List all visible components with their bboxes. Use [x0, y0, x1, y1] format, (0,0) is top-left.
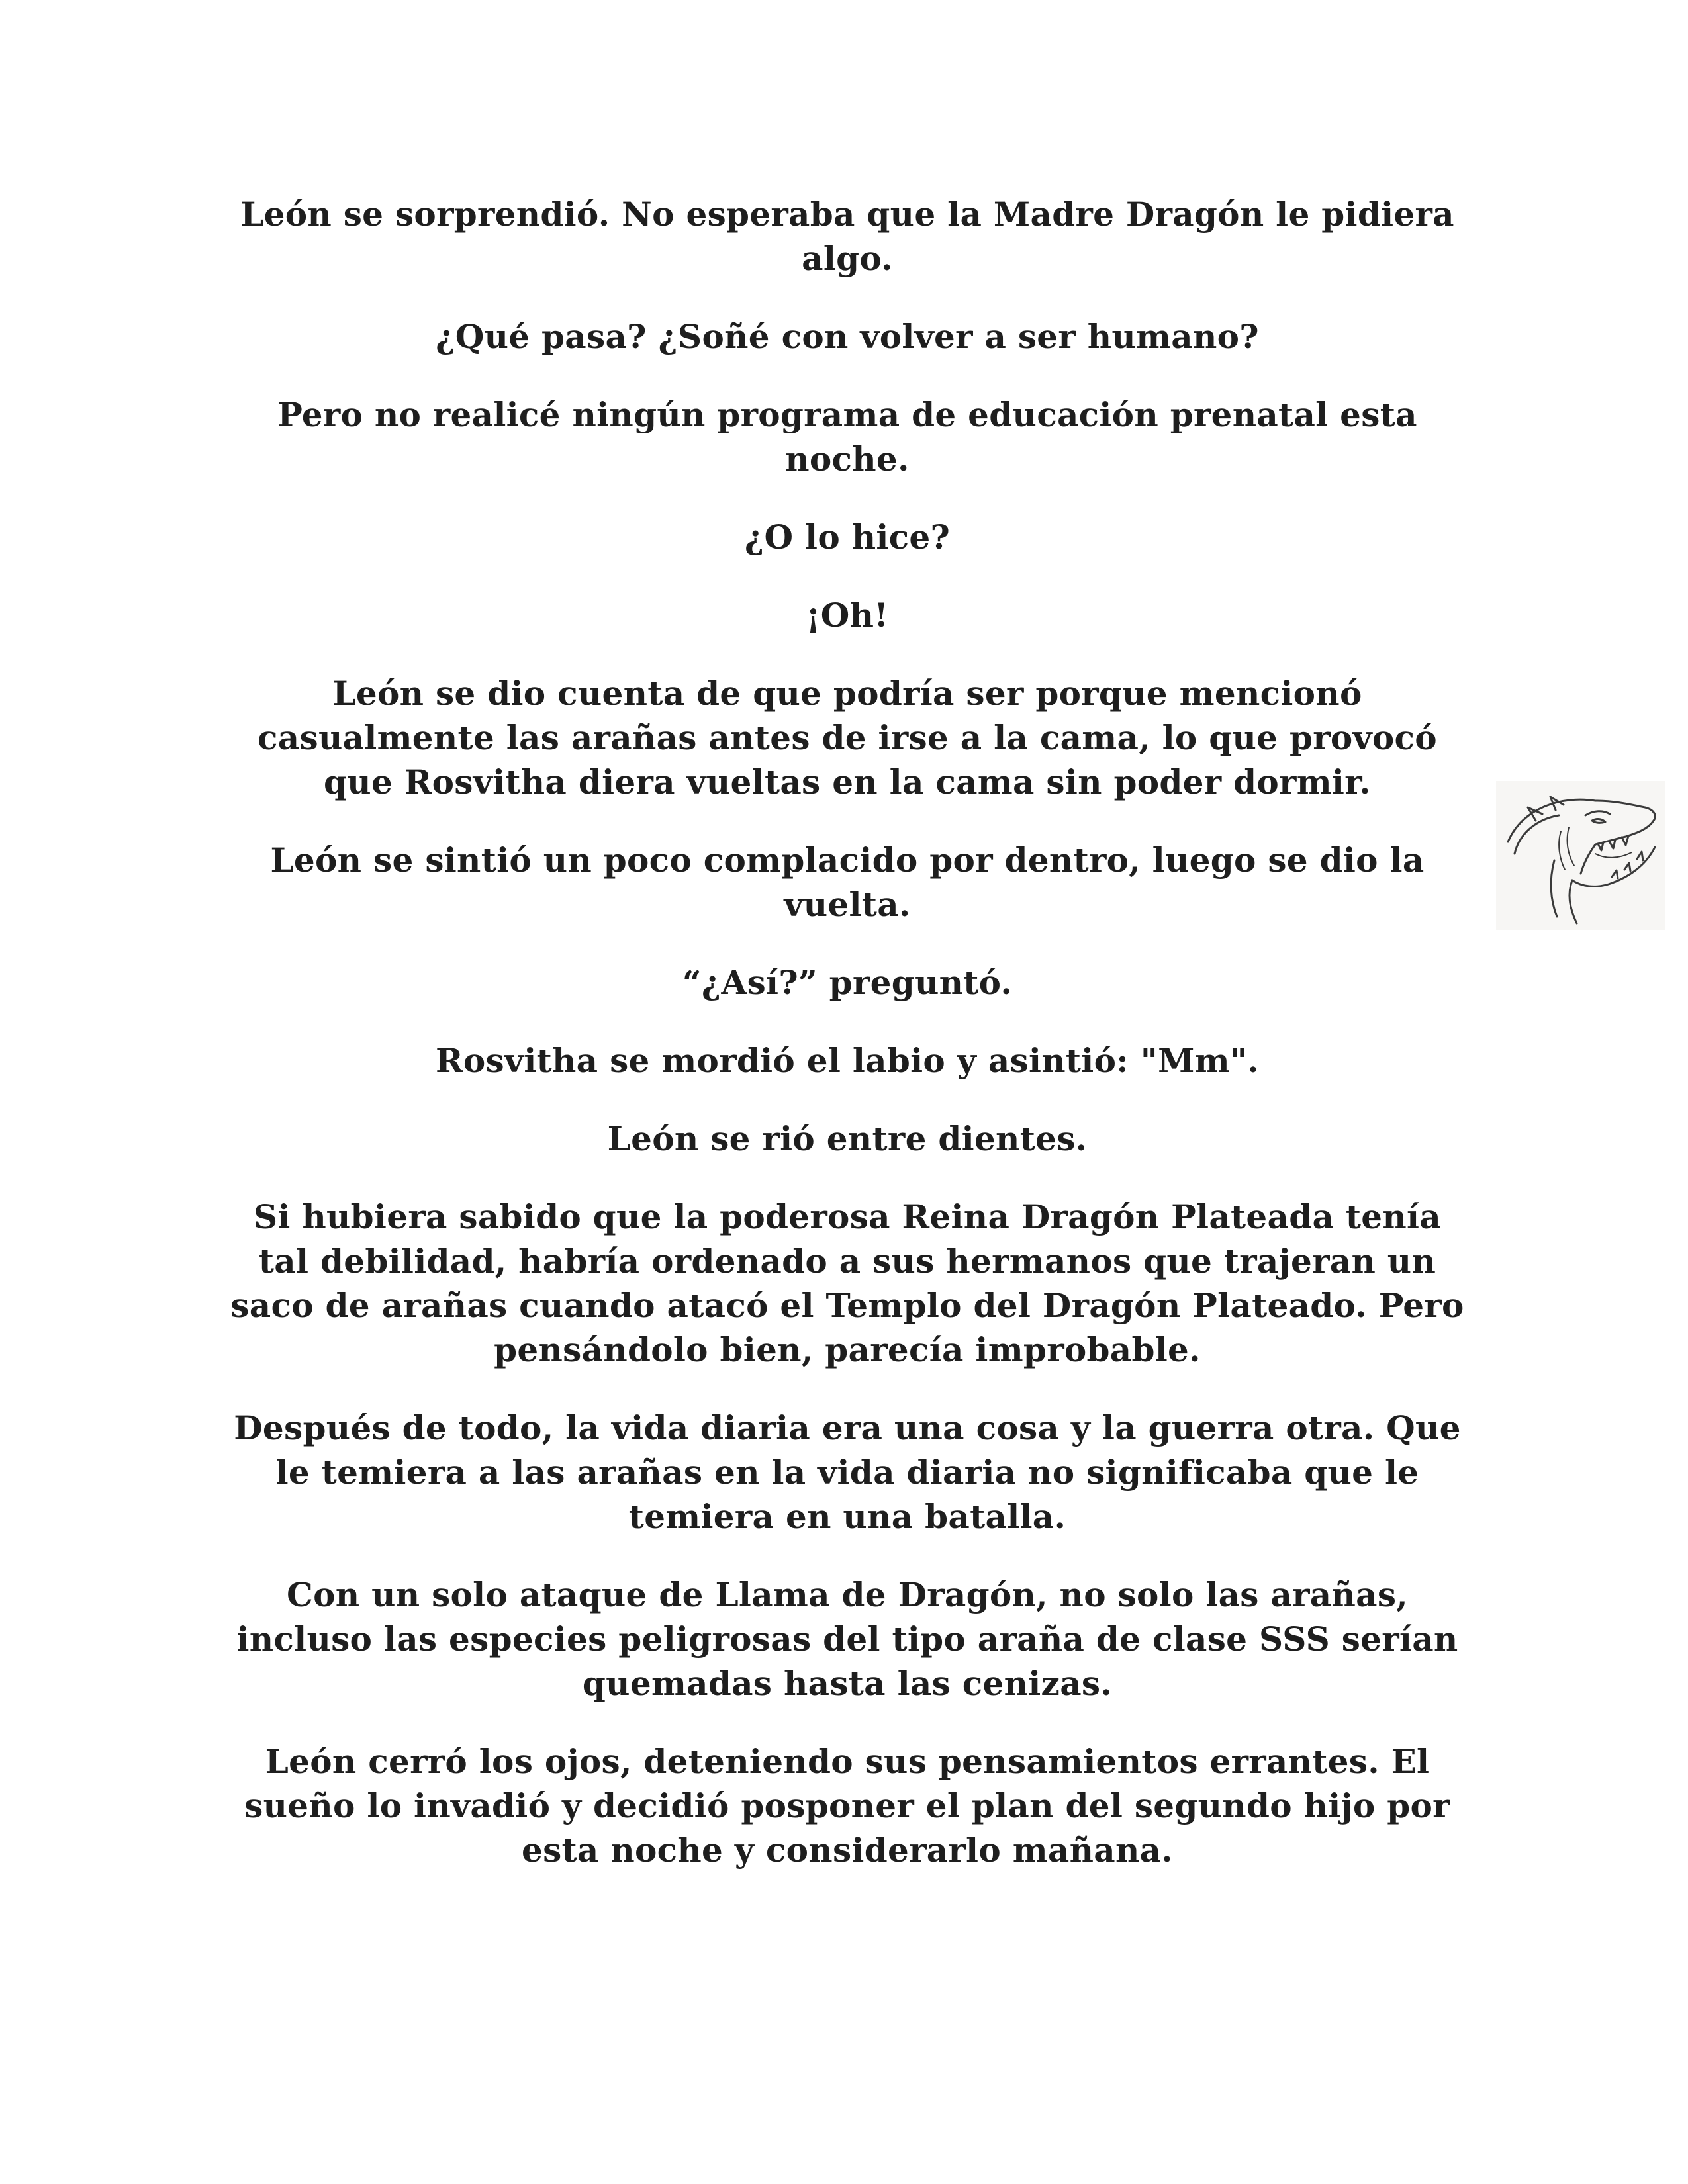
paragraph: León se rió entre dientes.	[607, 1119, 1088, 1158]
paragraph: Si hubiera sabido que la poderosa Reina Dragón Plateada tenía tal debilidad, habría ordenado a sus hermanos que trajeran un saco de arañas cuando atacó el Templo del Dragón Plateado. Pero pensándolo bien, parecía improbable.	[230, 1197, 1464, 1369]
paragraph: Pero no realicé ningún programa de educación prenatal esta noche.	[277, 395, 1417, 478]
paragraph: León se sintió un poco complacido por dentro, luego se dio la vuelta.	[270, 841, 1425, 924]
paragraph: ¿O lo hice?	[744, 518, 951, 557]
paragraph: León cerró los ojos, deteniendo sus pensamientos errantes. El sueño lo invadió y decidió posponer el plan del segundo hijo por esta noche y considerarlo mañana.	[244, 1742, 1450, 1870]
story-text	[225, 192, 1470, 1906]
paragraph: ¿Qué pasa? ¿Soñé con volver a ser humano?	[436, 317, 1259, 356]
paragraph: “¿Así?” preguntó.	[682, 963, 1013, 1002]
dragon-head-sketch-icon	[1496, 781, 1665, 930]
paragraph: León se dio cuenta de que podría ser porque mencionó casualmente las arañas antes de irse a la cama, lo que provocó que Rosvitha diera vueltas en la cama sin poder dormir.	[258, 674, 1437, 801]
paragraph: Después de todo, la vida diaria era una cosa y la guerra otra. Que le temiera a las arañas en la vida diaria no significaba que le temiera en una batalla.	[234, 1408, 1461, 1536]
paragraph: León se sorprendió. No esperaba que la Madre Dragón le pidiera algo.	[240, 195, 1454, 278]
paragraph: Con un solo ataque de Llama de Dragón, no solo las arañas, incluso las especies peligrosas del tipo araña de clase SSS serían quemadas hasta las cenizas.	[236, 1575, 1458, 1703]
paragraph: Rosvitha se mordió el labio y asintió: "Mm".	[436, 1041, 1259, 1080]
paragraph: ¡Oh!	[806, 596, 889, 635]
